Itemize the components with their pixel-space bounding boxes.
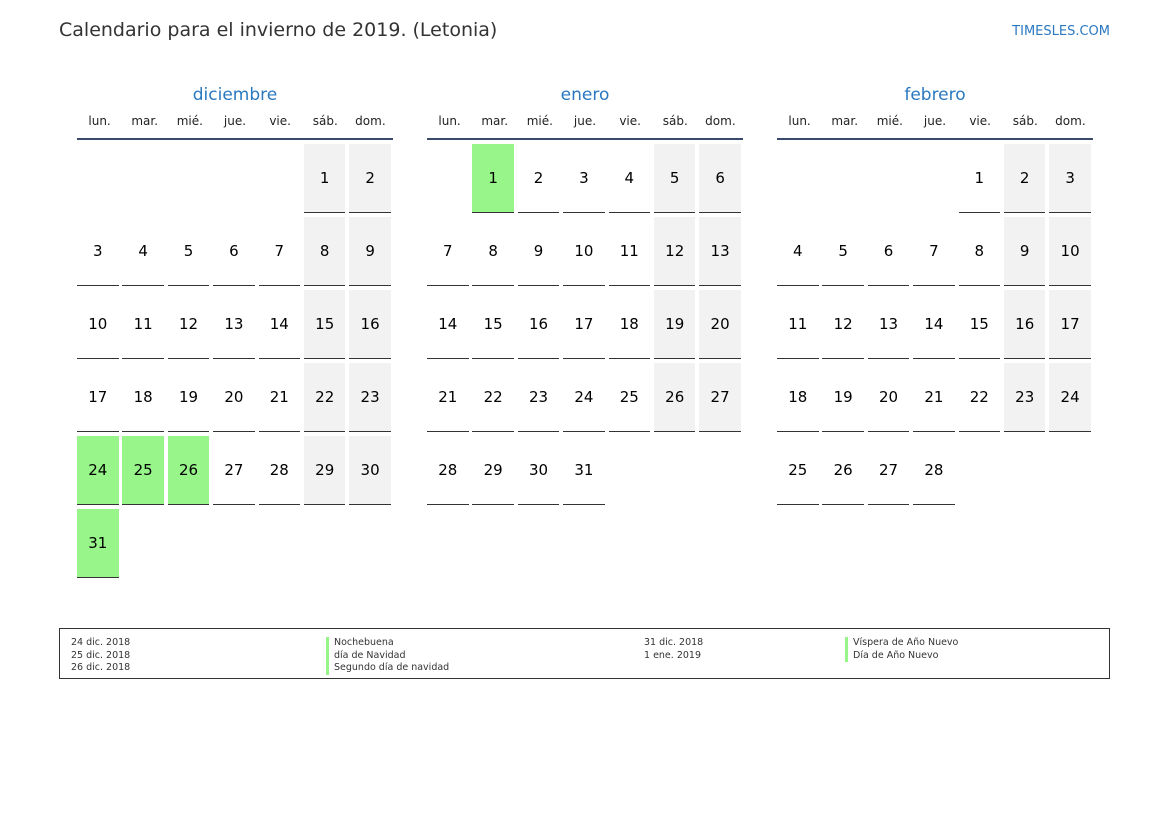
day-cell[interactable]: 1	[304, 144, 346, 213]
holiday-day-cell[interactable]: 24	[77, 436, 119, 505]
holiday-legend	[59, 628, 1110, 679]
day-cell[interactable]: 31	[563, 436, 605, 505]
weekday-label: mié.	[876, 114, 903, 128]
day-cell[interactable]: 17	[1049, 290, 1091, 359]
legend-names-left	[326, 637, 449, 675]
day-cell[interactable]: 7	[259, 217, 301, 286]
day-cell[interactable]: 26	[654, 363, 696, 432]
empty-cell	[77, 144, 119, 213]
day-grid	[427, 144, 743, 505]
day-cell[interactable]: 22	[304, 363, 346, 432]
day-cell[interactable]: 13	[868, 290, 910, 359]
weekday-label: jue.	[223, 114, 247, 128]
weekday-label: vie.	[619, 114, 641, 128]
empty-cell	[122, 144, 164, 213]
day-cell[interactable]: 17	[563, 290, 605, 359]
day-cell[interactable]: 6	[868, 217, 910, 286]
day-cell[interactable]: 3	[77, 217, 119, 286]
day-cell[interactable]: 11	[609, 217, 651, 286]
weekday-label: mar.	[831, 114, 859, 128]
day-cell[interactable]: 19	[822, 363, 864, 432]
empty-cell	[777, 144, 819, 213]
day-cell[interactable]: 14	[913, 290, 955, 359]
day-cell[interactable]: 19	[654, 290, 696, 359]
day-cell[interactable]: 8	[472, 217, 514, 286]
day-cell[interactable]: 15	[304, 290, 346, 359]
holiday-day-cell[interactable]: 31	[77, 509, 119, 578]
legend-date: 25 dic. 2018	[71, 649, 131, 661]
weekday-header	[777, 108, 1093, 140]
weekday-label: lun.	[438, 114, 461, 128]
legend-date: 1 ene. 2019	[644, 649, 701, 661]
weekday-label: dom.	[355, 114, 386, 128]
day-cell[interactable]: 22	[959, 363, 1001, 432]
day-cell[interactable]: 21	[259, 363, 301, 432]
day-cell[interactable]: 29	[472, 436, 514, 505]
day-cell[interactable]: 28	[259, 436, 301, 505]
day-cell[interactable]: 2	[1004, 144, 1046, 213]
legend-date: 31 dic. 2018	[644, 637, 704, 648]
empty-cell	[213, 144, 255, 213]
day-cell[interactable]: 13	[699, 217, 741, 286]
legend-date: 26 dic. 2018	[71, 662, 131, 673]
day-cell[interactable]: 1	[959, 144, 1001, 213]
site-link[interactable]: TIMESLES.COM	[1012, 24, 1110, 39]
day-cell[interactable]: 26	[822, 436, 864, 505]
day-cell[interactable]: 24	[563, 363, 605, 432]
day-cell[interactable]: 15	[959, 290, 1001, 359]
day-cell[interactable]: 23	[518, 363, 560, 432]
day-cell[interactable]: 8	[304, 217, 346, 286]
empty-cell	[168, 144, 210, 213]
day-cell[interactable]: 19	[168, 363, 210, 432]
day-cell[interactable]: 23	[1004, 363, 1046, 432]
legend-holiday-name: Nochebuena	[326, 637, 449, 650]
day-cell[interactable]: 5	[822, 217, 864, 286]
day-cell[interactable]: 18	[609, 290, 651, 359]
day-cell[interactable]: 18	[122, 363, 164, 432]
month-calendar-diciembre	[77, 82, 393, 578]
day-cell[interactable]: 12	[654, 217, 696, 286]
day-cell[interactable]: 27	[868, 436, 910, 505]
day-cell[interactable]: 22	[472, 363, 514, 432]
day-cell[interactable]: 20	[699, 290, 741, 359]
legend-names-right	[845, 637, 958, 662]
holiday-day-cell[interactable]: 25	[122, 436, 164, 505]
day-cell[interactable]: 9	[1004, 217, 1046, 286]
day-cell[interactable]: 10	[77, 290, 119, 359]
day-cell[interactable]: 21	[427, 363, 469, 432]
day-cell[interactable]: 6	[699, 144, 741, 213]
day-cell[interactable]: 10	[1049, 217, 1091, 286]
holiday-day-cell[interactable]: 26	[168, 436, 210, 505]
day-cell[interactable]: 25	[777, 436, 819, 505]
day-cell[interactable]: 28	[427, 436, 469, 505]
day-cell[interactable]: 13	[213, 290, 255, 359]
day-cell[interactable]: 11	[122, 290, 164, 359]
empty-cell	[868, 144, 910, 213]
weekday-label: sáb.	[662, 114, 688, 128]
day-cell[interactable]: 30	[349, 436, 391, 505]
legend-holiday-name: Víspera de Año Nuevo	[845, 637, 958, 650]
day-cell[interactable]: 4	[609, 144, 651, 213]
weekday-header	[427, 108, 743, 140]
weekday-label: lun.	[788, 114, 811, 128]
weekday-label: jue.	[573, 114, 597, 128]
day-cell[interactable]: 3	[1049, 144, 1091, 213]
month-name: diciembre	[192, 85, 278, 105]
page-title: Calendario para el invierno de 2019. (Letonia)	[59, 19, 498, 41]
day-cell[interactable]: 14	[427, 290, 469, 359]
month-name: enero	[560, 85, 610, 105]
day-cell[interactable]: 27	[213, 436, 255, 505]
legend-date: 24 dic. 2018	[71, 637, 131, 648]
empty-cell	[259, 144, 301, 213]
weekday-label: lun.	[88, 114, 111, 128]
empty-cell	[822, 144, 864, 213]
month-calendar-enero	[427, 82, 743, 505]
day-cell[interactable]: 16	[349, 290, 391, 359]
day-cell[interactable]: 29	[304, 436, 346, 505]
day-cell[interactable]: 7	[427, 217, 469, 286]
weekday-label: sáb.	[312, 114, 338, 128]
weekday-header	[77, 108, 393, 140]
day-cell[interactable]: 30	[518, 436, 560, 505]
weekday-label: dom.	[1055, 114, 1086, 128]
day-cell[interactable]: 16	[1004, 290, 1046, 359]
month-name: febrero	[904, 85, 966, 105]
empty-cell	[913, 144, 955, 213]
day-cell[interactable]: 25	[609, 363, 651, 432]
day-cell[interactable]: 6	[213, 217, 255, 286]
day-cell[interactable]: 7	[913, 217, 955, 286]
day-cell[interactable]: 21	[913, 363, 955, 432]
legend-holiday-name: Segundo día de navidad	[326, 662, 449, 675]
day-cell[interactable]: 5	[654, 144, 696, 213]
day-cell[interactable]: 12	[822, 290, 864, 359]
day-cell[interactable]: 8	[959, 217, 1001, 286]
day-cell[interactable]: 23	[349, 363, 391, 432]
legend-dates-left	[71, 637, 130, 675]
legend-holiday-name: día de Navidad	[326, 650, 449, 663]
day-cell[interactable]: 2	[518, 144, 560, 213]
day-cell[interactable]: 18	[777, 363, 819, 432]
day-cell[interactable]: 16	[518, 290, 560, 359]
day-cell[interactable]: 9	[349, 217, 391, 286]
weekday-label: vie.	[269, 114, 291, 128]
day-cell[interactable]: 3	[563, 144, 605, 213]
weekday-label: jue.	[923, 114, 947, 128]
day-cell[interactable]: 4	[122, 217, 164, 286]
day-cell[interactable]: 24	[1049, 363, 1091, 432]
day-cell[interactable]: 14	[259, 290, 301, 359]
day-cell[interactable]: 12	[168, 290, 210, 359]
day-cell[interactable]: 5	[168, 217, 210, 286]
legend-holiday-name: Día de Año Nuevo	[845, 650, 958, 663]
day-cell[interactable]: 11	[777, 290, 819, 359]
day-cell[interactable]: 2	[349, 144, 391, 213]
holiday-day-cell[interactable]: 1	[472, 144, 514, 213]
day-cell[interactable]: 20	[213, 363, 255, 432]
month-calendar-febrero	[777, 82, 1093, 505]
weekday-label: mar.	[481, 114, 509, 128]
day-cell[interactable]: 9	[518, 217, 560, 286]
day-cell[interactable]: 20	[868, 363, 910, 432]
weekday-label: sáb.	[1012, 114, 1038, 128]
legend-dates-right	[644, 637, 703, 662]
weekday-label: mié.	[526, 114, 553, 128]
weekday-label: dom.	[705, 114, 736, 128]
day-cell[interactable]: 28	[913, 436, 955, 505]
day-cell[interactable]: 15	[472, 290, 514, 359]
empty-cell	[427, 144, 469, 213]
day-cell[interactable]: 10	[563, 217, 605, 286]
weekday-label: mar.	[131, 114, 159, 128]
day-grid	[777, 144, 1093, 505]
day-grid	[77, 144, 393, 578]
day-cell[interactable]: 4	[777, 217, 819, 286]
weekday-label: mié.	[176, 114, 203, 128]
weekday-label: vie.	[969, 114, 991, 128]
day-cell[interactable]: 27	[699, 363, 741, 432]
day-cell[interactable]: 17	[77, 363, 119, 432]
